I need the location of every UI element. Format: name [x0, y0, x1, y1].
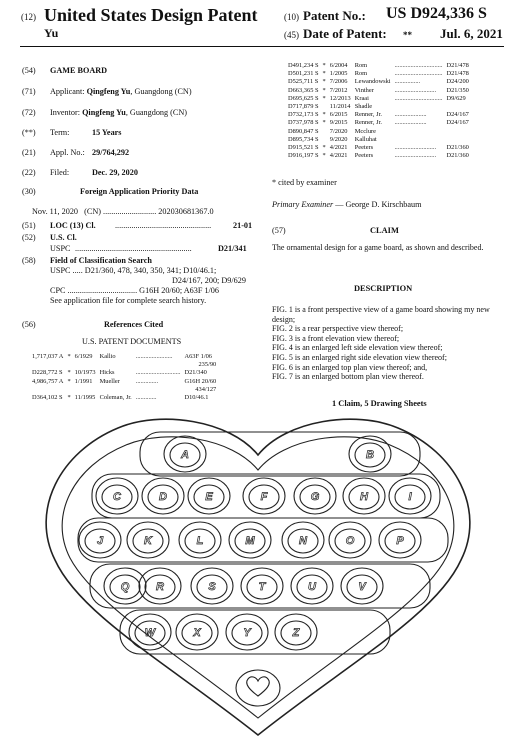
description-title: DESCRIPTION: [354, 284, 413, 293]
term-value: 15 Years: [92, 128, 122, 137]
bubble-letter: R: [156, 581, 164, 593]
ref-name: Vinther: [354, 86, 374, 94]
ref-cls: D24/200: [446, 78, 469, 86]
figure-description: FIG. 3 is a front elevation view thereof;: [272, 333, 400, 343]
ref-no: D717,879 S: [288, 103, 319, 111]
ref-star: *: [322, 119, 326, 127]
ref-no: D916,197 S: [288, 152, 319, 160]
ref-dots: ..........................: [394, 152, 437, 160]
field-56-num: (56): [22, 320, 36, 329]
uspc-dots: .........................................................: [75, 244, 192, 253]
bubble-letter: F: [260, 491, 268, 503]
ref-star: *: [67, 353, 71, 360]
figure-description: FIG. 5 is an enlarged right side elevation view thereof;: [272, 352, 447, 362]
ref-name: Shadle: [354, 103, 373, 111]
ref-no: D663,365 S: [288, 86, 319, 94]
ref-date: 7/2006: [329, 78, 348, 86]
ref-no: D895,734 S: [288, 135, 319, 143]
ref-dots: ............................: [135, 369, 181, 377]
ref-date: 6/2004: [329, 62, 348, 69]
ref-date: 11/1995: [74, 394, 96, 402]
priority-country: (CN): [84, 207, 101, 216]
ref-cls: D21/360: [446, 152, 469, 160]
bubble-letter: V: [358, 581, 366, 593]
ref-no: D491,234 S: [288, 62, 319, 69]
bubble-letter: O: [345, 535, 355, 547]
ref-dots: .............: [135, 394, 157, 402]
field-57-num: (57): [272, 226, 286, 235]
uspc-value: D21/341: [218, 244, 247, 253]
bubble-letter: L: [196, 535, 204, 547]
ref-no: D525,711 S: [288, 78, 319, 86]
ref-star: *: [322, 152, 326, 160]
ref-name: Peeters: [354, 144, 374, 152]
ref-star: *: [322, 62, 326, 69]
bubble-letter: Z: [292, 627, 300, 639]
bubble-letter: D: [159, 491, 167, 503]
ref-star: *: [67, 377, 71, 385]
field-52-num: (52): [22, 233, 36, 242]
heart-bubble-ring: [236, 670, 280, 706]
ref-name: Renner, Jr.: [354, 111, 382, 119]
bubble-letter: H: [360, 491, 368, 503]
bubble-letter: S: [208, 581, 216, 593]
field-58-num: (58): [22, 256, 36, 265]
ref-cls: D24/167: [446, 111, 469, 119]
references-title: References Cited: [104, 320, 164, 329]
header-code-12: (12): [21, 12, 36, 22]
ref-cls: D21/478: [446, 70, 469, 78]
bubble-letter: W: [144, 627, 156, 639]
term-num: (**): [22, 128, 36, 137]
inventor-place: , Guangdong (CN): [125, 108, 187, 117]
inventor-short: Yu: [44, 26, 59, 40]
bubble-letter: M: [245, 535, 255, 547]
ref-dots: .......................: [135, 353, 173, 360]
ref-class: G16H 20/60: [184, 377, 217, 385]
ref-cls: D24/167: [446, 119, 469, 127]
priority-number: 202030681367.0: [158, 207, 214, 216]
ref-class-cont: 235/90: [198, 361, 217, 369]
field-search-line1: USPC ..... D21/360, 478, 340, 350, 341; D10/46.1;: [50, 266, 217, 275]
field-30-num: (30): [22, 187, 36, 196]
bubble-letter: K: [144, 535, 152, 547]
ref-number: D228,772 S: [32, 369, 63, 377]
ref-star: *: [322, 78, 326, 86]
field-search-line4: See application file for complete search history.: [50, 296, 207, 305]
appl-no-value: 29/764,292: [92, 148, 130, 157]
field-54-num: (54): [22, 66, 36, 75]
bubble-letter: I: [408, 491, 412, 503]
header-code-45: (45): [284, 30, 299, 40]
bubble-letter: P: [396, 535, 404, 547]
ref-name: Kalluhat: [354, 135, 377, 143]
ref-date: 9/2015: [329, 119, 348, 127]
field-51-num: (51): [22, 221, 36, 230]
ref-name: Mueller: [99, 377, 120, 385]
examiner-name: — George D. Kirschbaum: [333, 200, 422, 209]
field-search-line3: CPC .................................. G16H 20/60; A63F 1/06: [50, 286, 219, 295]
applicant-place: , Guangdong (CN): [130, 87, 192, 96]
field-search-line2: D24/167, 200; D9/629: [172, 276, 246, 285]
header-code-10: (10): [284, 12, 299, 22]
ref-dots: ..............: [135, 377, 159, 385]
ref-no: D915,521 S: [288, 144, 319, 152]
field-search-label: Field of Classification Search: [50, 256, 152, 265]
ref-number: 1,717,037 A: [32, 353, 64, 360]
ref-dots: ..............................: [394, 62, 443, 69]
ref-no: D732,173 S: [288, 111, 319, 119]
cited-by-examiner: * cited by examiner: [272, 178, 337, 187]
uspc-label: USPC: [50, 244, 71, 253]
ref-dots: ..........................: [394, 86, 437, 94]
date-marks: **: [403, 30, 412, 40]
ref-no: D890,847 S: [288, 127, 319, 135]
ref-name: Hicks: [99, 369, 115, 377]
ref-class: A63F 1/06: [184, 353, 212, 360]
field-71-num: (71): [22, 87, 36, 96]
bubble-letter: B: [366, 449, 374, 461]
bubble-letter: U: [308, 581, 316, 593]
ref-date: 1/2005: [329, 70, 348, 78]
ref-name: Lewandowski: [354, 78, 391, 86]
examiner-label: Primary Examiner: [272, 200, 334, 209]
ref-star: *: [322, 86, 326, 94]
field-22-num: (22): [22, 168, 36, 177]
figure-description: FIG. 4 is an enlarged left side elevation view thereof;: [272, 343, 443, 353]
bubble-letter: A: [181, 449, 189, 461]
patent-type-title: United States Design Patent: [44, 5, 258, 25]
ref-dots: ..............................: [394, 70, 443, 78]
bubble-letter: N: [299, 535, 307, 547]
ref-date: 7/2012: [329, 86, 348, 94]
ref-name: Renner, Jr.: [354, 119, 382, 127]
ref-class: D10/46.1: [184, 394, 209, 402]
ref-date: 7/2020: [329, 127, 348, 135]
ref-date: 9/2020: [329, 135, 348, 143]
field-72-num: (72): [22, 108, 36, 117]
inventor-label: Inventor:: [50, 108, 81, 117]
ref-date: 1/1991: [74, 377, 93, 385]
term-label: Term:: [50, 128, 70, 137]
ref-star: *: [67, 394, 71, 402]
applicant-name: Qingfeng Yu: [86, 87, 131, 96]
ref-cls: D21/478: [446, 62, 469, 69]
ref-cls: D9/629: [446, 94, 466, 102]
bubble-letter: G: [310, 491, 320, 503]
loc-value: 21-01: [233, 221, 253, 230]
inventor-name: Qingfeng Yu: [82, 108, 126, 117]
us-docs-title: U.S. PATENT DOCUMENTS: [82, 337, 182, 346]
figure-description: FIG. 1 is a front perspective view of a game board showing my new design;: [272, 305, 490, 324]
claim-text: The ornamental design for a game board, as shown and described.: [272, 243, 484, 252]
heart-bubble-icon: [247, 677, 270, 696]
ref-name: Kallio: [99, 353, 116, 360]
priority-date: Nov. 11, 2020: [32, 207, 79, 216]
date-label: Date of Patent:: [303, 26, 387, 41]
design-title: GAME BOARD: [50, 66, 108, 75]
bubble-letter: Q: [120, 581, 130, 593]
field-21-num: (21): [22, 148, 36, 157]
ref-number: 4,986,757 A: [32, 377, 64, 385]
applicant-label: Applicant:: [50, 87, 85, 96]
loc-label: LOC (13) Cl.: [50, 221, 96, 230]
ref-star: *: [322, 111, 326, 119]
figure-description: FIG. 6 is an enlarged top plan view thereof; and,: [272, 362, 428, 372]
ref-name: Coleman, Jr.: [99, 394, 132, 402]
bubble-letter: Y: [243, 627, 251, 639]
ref-dots: ....................: [394, 111, 427, 119]
figure-description: FIG. 2 is a rear perspective view thereof;: [272, 324, 404, 334]
ref-cls: D21/350: [446, 86, 469, 94]
us-cl-label: U.S. Cl.: [50, 233, 77, 242]
bubble-letter: X: [193, 627, 201, 639]
ref-cls: D21/360: [446, 144, 469, 152]
ref-date: 6/2015: [329, 111, 348, 119]
bubble-letter: T: [258, 581, 266, 593]
loc-dots: ...............................................: [115, 221, 212, 230]
heart-outline: [46, 419, 470, 735]
filed-value: Dec. 29, 2020: [92, 168, 138, 177]
ref-name: Kraai: [354, 94, 369, 102]
ref-date: 4/2021: [329, 144, 348, 152]
bubble-letter: E: [205, 491, 213, 503]
claims-count: 1 Claim, 5 Drawing Sheets: [332, 399, 427, 408]
ref-name: Rom: [354, 62, 368, 69]
ref-number: D364,102 S: [32, 394, 63, 402]
priority-dots: ..........................: [103, 207, 157, 216]
figure-description: FIG. 7 is an enlarged bottom plan view thereof.: [272, 372, 424, 382]
ref-class: D21/340: [184, 369, 207, 377]
ref-date: 6/1929: [74, 353, 93, 360]
bubble-letter: C: [113, 491, 121, 503]
ref-date: 10/1973: [74, 369, 96, 377]
ref-dots: ..............................: [394, 94, 443, 102]
ref-no: D737,978 S: [288, 119, 319, 127]
ref-star: *: [322, 144, 326, 152]
bubble-letter: J: [96, 535, 104, 547]
ref-date: 12/2013: [329, 94, 351, 102]
ref-name: Peeters: [354, 152, 374, 160]
ref-star: *: [322, 70, 326, 78]
ref-date: 11/2014: [329, 103, 351, 111]
filed-label: Filed:: [50, 168, 70, 177]
ref-no: D695,625 S: [288, 94, 319, 102]
ref-dots: ..........................: [394, 144, 437, 152]
priority-title: Foreign Application Priority Data: [80, 187, 199, 196]
patent-no-label: Patent No.:: [303, 8, 366, 23]
ref-name: Mcclure: [354, 127, 376, 135]
ref-no: D501,231 S: [288, 70, 319, 78]
ref-dots: ....................: [394, 119, 427, 127]
claim-title: CLAIM: [370, 226, 399, 235]
ref-date: 4/2021: [329, 152, 348, 160]
ref-name: Rom: [354, 70, 368, 78]
ref-star: *: [322, 94, 326, 102]
ref-class-cont: 434/127: [195, 385, 217, 393]
ref-dots: ................: [394, 78, 421, 86]
patent-date: Jul. 6, 2021: [440, 26, 503, 41]
ref-star: *: [67, 369, 71, 377]
appl-no-label: Appl. No.:: [50, 148, 85, 157]
patent-number: US D924,336 S: [386, 5, 487, 22]
